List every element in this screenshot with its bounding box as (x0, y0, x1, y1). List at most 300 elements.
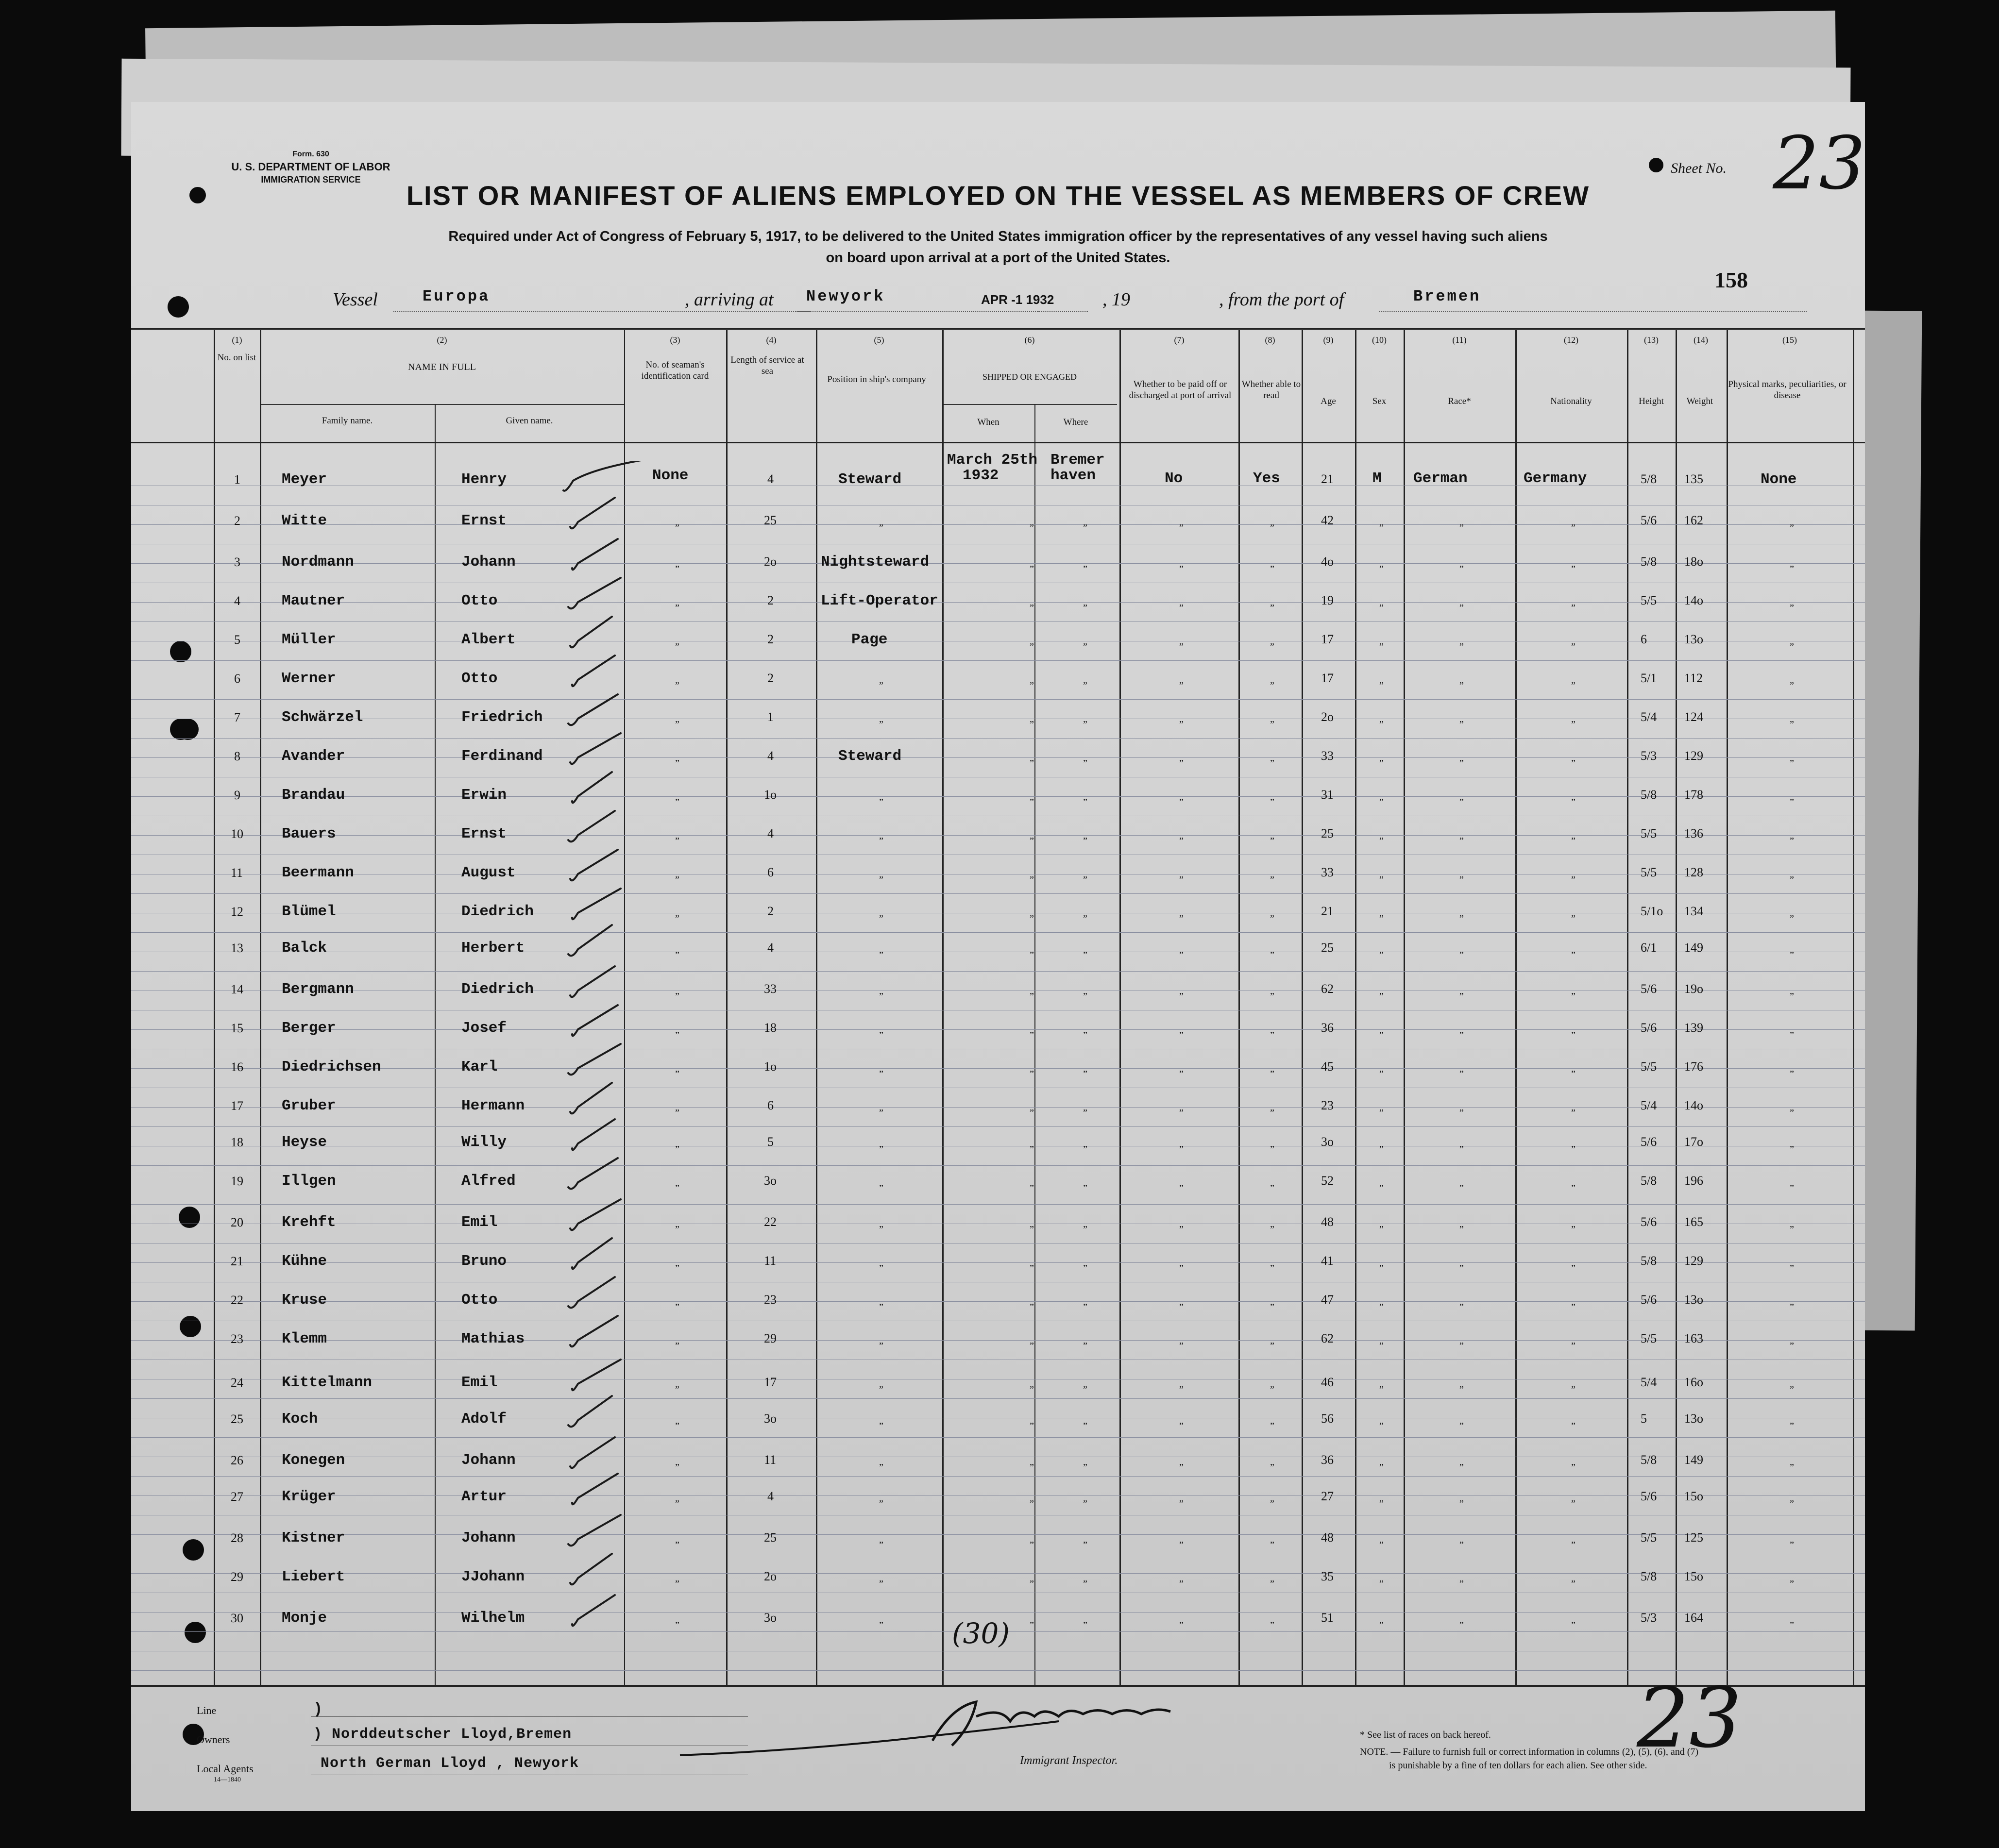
ditto-mark: „ (1083, 1219, 1087, 1229)
ditto-mark: „ (1379, 1063, 1384, 1074)
ditto-mark: „ (1030, 675, 1034, 686)
ditto-mark: „ (1790, 1139, 1794, 1149)
ditto-mark: „ (1030, 1063, 1034, 1074)
header-paid-off: Whether to be paid off or discharged at port of arrival (1129, 379, 1232, 401)
position-ditto: „ (879, 908, 883, 919)
weight: 124 (1684, 710, 1703, 724)
agents-label: Local Agents (197, 1763, 254, 1775)
ditto-mark: „ (1790, 517, 1794, 528)
ditto-mark: „ (1571, 675, 1575, 686)
weight: 125 (1684, 1530, 1703, 1545)
paid-off-value: No (1165, 470, 1183, 487)
family-name: Krehft (282, 1214, 336, 1231)
age: 19 (1321, 593, 1334, 607)
sheet-number-handwritten: 23 (1773, 121, 1865, 206)
service-name: IMMIGRATION SERVICE (261, 175, 361, 185)
ditto-mark: „ (1083, 1573, 1087, 1584)
ruled-line (131, 1029, 1865, 1030)
height: 5/5 (1641, 865, 1657, 879)
given-name: Johann (461, 1452, 516, 1469)
ditto-mark: „ (1571, 517, 1575, 528)
ditto-mark: „ (1030, 1139, 1034, 1149)
weight: 112 (1684, 671, 1703, 685)
column-divider (1515, 330, 1517, 1685)
ditto-mark: „ (1030, 869, 1034, 880)
row-number: 15 (231, 1021, 243, 1035)
ditto-mark: „ (1790, 714, 1794, 724)
ditto-mark: „ (1270, 1493, 1274, 1504)
ditto-mark: „ (675, 1177, 679, 1188)
service-length: 3o (764, 1174, 777, 1188)
ruled-line (131, 738, 1865, 739)
service-length: 18 (764, 1021, 777, 1035)
position: Steward (838, 471, 902, 488)
column-divider (1355, 330, 1356, 1685)
height: 5/5 (1641, 1530, 1657, 1545)
ruled-line (131, 1262, 1865, 1263)
age: 52 (1321, 1174, 1334, 1188)
ditto-mark: „ (1270, 869, 1274, 880)
height: 5/8 (1641, 1254, 1657, 1268)
ditto-mark: „ (1270, 1219, 1274, 1229)
given-name: Wilhelm (461, 1610, 525, 1627)
age: 31 (1321, 788, 1334, 802)
ditto-mark: „ (1030, 830, 1034, 841)
service-length: 2o (764, 554, 777, 569)
family-name: Berger (282, 1020, 336, 1037)
family-name: Diedrichsen (282, 1058, 381, 1075)
weight: 196 (1684, 1174, 1703, 1188)
weight: 129 (1684, 749, 1703, 763)
ditto-mark: „ (1083, 1457, 1087, 1467)
row-number: 27 (231, 1490, 243, 1504)
ditto-mark: „ (1030, 1102, 1034, 1113)
ditto-mark: „ (1083, 1025, 1087, 1035)
service-length: 3o (764, 1611, 777, 1625)
age: 23 (1321, 1098, 1334, 1112)
weight: 16o (1684, 1375, 1703, 1389)
header-name-in-full: NAME IN FULL (408, 362, 476, 372)
ditto-mark: „ (1379, 944, 1384, 955)
ditto-mark: „ (1179, 869, 1184, 880)
ditto-mark: „ (675, 1025, 679, 1035)
nationality-value: Germany (1524, 470, 1587, 487)
ruled-line (131, 1437, 1865, 1438)
sheet-number-label: Sheet No. (1671, 160, 1727, 176)
sheet-number-bottom: 23 (1637, 1670, 1742, 1766)
weight: 136 (1684, 826, 1703, 840)
ditto-mark: „ (1790, 1415, 1794, 1426)
ditto-mark: „ (1270, 1025, 1274, 1035)
ditto-mark: „ (1083, 1534, 1087, 1545)
height: 6 (1641, 632, 1647, 646)
ditto-mark: „ (1083, 1493, 1087, 1504)
ditto-mark: „ (1571, 1296, 1575, 1307)
age: 42 (1321, 513, 1334, 527)
ditto-mark: „ (1459, 1025, 1464, 1035)
column-number: (10) (1372, 335, 1387, 345)
service-length: 4 (767, 1489, 774, 1503)
family-name: Kruse (282, 1292, 327, 1309)
column-number: (7) (1174, 335, 1185, 345)
ruled-line (131, 602, 1865, 603)
position-ditto: „ (879, 1063, 883, 1074)
family-name: Müller (282, 631, 336, 648)
position-ditto: „ (879, 1102, 883, 1113)
ditto-mark: „ (1270, 986, 1274, 996)
column-number: (13) (1644, 335, 1659, 345)
ditto-mark: „ (1379, 1573, 1384, 1584)
height: 5/8 (1641, 1174, 1657, 1188)
ditto-mark: „ (1270, 1139, 1274, 1149)
ruled-line (131, 1107, 1865, 1108)
given-name: August (461, 864, 516, 881)
ditto-mark: „ (675, 1614, 679, 1625)
given-name: Otto (461, 1292, 498, 1309)
family-name: Kühne (282, 1253, 327, 1270)
ditto-mark: „ (1379, 830, 1384, 841)
ditto-mark: „ (1571, 1063, 1575, 1074)
ditto-mark: „ (675, 791, 679, 802)
ditto-mark: „ (1179, 1139, 1184, 1149)
position: Lift-Operator (821, 592, 938, 609)
ditto-mark: „ (1790, 1457, 1794, 1467)
column-divider (1119, 330, 1121, 1685)
arriving-label: , arriving at (685, 289, 774, 310)
ditto-mark: „ (1030, 597, 1034, 608)
column-divider (942, 330, 944, 1685)
weight: 164 (1684, 1611, 1703, 1625)
ditto-mark: „ (1790, 1025, 1794, 1035)
service-length: 17 (764, 1375, 777, 1389)
ruled-line (131, 1165, 1865, 1166)
ruled-line (131, 563, 1865, 564)
position-ditto: „ (879, 1379, 883, 1390)
service-length: 4 (767, 941, 774, 955)
ditto-mark: „ (675, 1493, 679, 1504)
height: 5/1o (1641, 904, 1663, 918)
row-number: 2 (234, 514, 240, 528)
ditto-mark: „ (1030, 1379, 1034, 1390)
column-divider (1853, 330, 1854, 1685)
ruled-line (131, 660, 1865, 661)
age: 21 (1321, 904, 1334, 918)
given-name: Herbert (461, 940, 525, 957)
ruled-line (131, 1534, 1865, 1535)
ditto-mark: „ (1379, 1493, 1384, 1504)
header-nationality: Nationality (1550, 396, 1592, 406)
weight: 15o (1684, 1569, 1703, 1583)
ditto-mark: „ (1379, 1379, 1384, 1390)
given-name: Ernst (461, 512, 507, 529)
height: 5/1 (1641, 671, 1657, 685)
header-when: When (977, 417, 1000, 427)
ditto-mark: „ (1379, 753, 1384, 763)
family-name: Konegen (282, 1452, 345, 1469)
given-name: Ernst (461, 825, 507, 842)
height: 5/6 (1641, 982, 1657, 996)
ditto-mark: „ (1270, 675, 1274, 686)
arrival-date-stamp: APR -1 1932 (981, 292, 1054, 307)
position-ditto: „ (879, 1025, 883, 1035)
ditto-mark: „ (1571, 1493, 1575, 1504)
ruled-line (131, 1068, 1865, 1069)
ditto-mark: „ (1571, 1258, 1575, 1268)
given-name: Artur (461, 1488, 507, 1505)
weight: 176 (1684, 1059, 1703, 1074)
age: 56 (1321, 1411, 1334, 1426)
column-number: (12) (1564, 335, 1578, 345)
column-divider (816, 330, 817, 1685)
ditto-mark: „ (1790, 1614, 1794, 1625)
ditto-mark: „ (1571, 986, 1575, 996)
age: 62 (1321, 1331, 1334, 1345)
ditto-mark: „ (675, 986, 679, 996)
ditto-mark: „ (1459, 714, 1464, 724)
row-number: 25 (231, 1412, 243, 1426)
column-divider (1727, 330, 1728, 1685)
ditto-mark: „ (1790, 1379, 1794, 1390)
height: 5/5 (1641, 593, 1657, 607)
ditto-mark: „ (1379, 1415, 1384, 1426)
height: 5/4 (1641, 1375, 1657, 1389)
height: 5/4 (1641, 1098, 1657, 1112)
ditto-mark: „ (1459, 830, 1464, 841)
given-name: Diedrich (461, 903, 534, 920)
punch-hole (1649, 158, 1663, 172)
race-value: German (1413, 470, 1468, 487)
punch-hole (177, 719, 199, 740)
row-number: 14 (231, 982, 243, 996)
service-length: 22 (764, 1215, 777, 1229)
row-number: 29 (231, 1570, 243, 1584)
ditto-mark: „ (1459, 944, 1464, 955)
given-name: Emil (461, 1214, 498, 1231)
ruled-line (131, 757, 1865, 758)
family-name: Bergmann (282, 981, 354, 998)
column-number: (2) (437, 335, 447, 345)
family-name: Brandau (282, 787, 345, 804)
penalty-note-2: is punishable by a fine of ten dollars for each alien. See other side. (1389, 1760, 1647, 1771)
weight: 13o (1684, 1293, 1703, 1307)
family-name: Balck (282, 940, 327, 957)
row-number: 23 (231, 1332, 243, 1346)
ditto-mark: „ (1571, 1177, 1575, 1188)
ditto-mark: „ (1459, 1614, 1464, 1625)
given-name: Josef (461, 1020, 507, 1037)
column-divider (1627, 330, 1628, 1685)
position: Nightsteward (821, 554, 930, 571)
ditto-mark: „ (1571, 1573, 1575, 1584)
service-length: 11 (764, 1254, 777, 1268)
ditto-mark: „ (1571, 1534, 1575, 1545)
row-number: 4 (234, 594, 240, 608)
weight: 18o (1684, 554, 1703, 569)
given-name: Diedrich (461, 981, 534, 998)
ditto-mark: „ (1379, 1296, 1384, 1307)
ditto-mark: „ (1179, 1219, 1184, 1229)
ditto-mark: „ (1270, 830, 1274, 841)
ditto-mark: „ (675, 636, 679, 647)
ditto-mark: „ (1179, 517, 1184, 528)
ditto-mark: „ (675, 1379, 679, 1390)
service-length: 29 (764, 1331, 777, 1345)
ditto-mark: „ (1179, 986, 1184, 996)
service-length: 2o (764, 1569, 777, 1583)
ditto-mark: „ (1459, 558, 1464, 569)
owners-value: ) Norddeutscher Lloyd,Bremen (313, 1726, 572, 1743)
ditto-mark: „ (1459, 986, 1464, 996)
ditto-mark: „ (1379, 1614, 1384, 1625)
ditto-mark: „ (675, 675, 679, 686)
ditto-mark: „ (1270, 1177, 1274, 1188)
row-number: 13 (231, 941, 243, 955)
row-number: 6 (234, 672, 240, 686)
given-name: Alfred (461, 1173, 516, 1190)
weight: 14o (1684, 1098, 1703, 1112)
weight: 19o (1684, 982, 1703, 996)
ditto-mark: „ (1030, 1534, 1034, 1545)
ditto-mark: „ (1379, 714, 1384, 724)
arrival-port: Newyork (806, 287, 885, 305)
ditto-mark: „ (1571, 908, 1575, 919)
weight: 163 (1684, 1331, 1703, 1345)
ditto-mark: „ (1790, 944, 1794, 955)
service-length: 6 (767, 1098, 774, 1112)
ditto-mark: „ (1790, 1219, 1794, 1229)
ditto-mark: „ (1379, 1457, 1384, 1467)
form-number: Form. 630 (292, 150, 329, 158)
height: 5/8 (1641, 472, 1657, 486)
row-number: 22 (231, 1293, 243, 1307)
height: 5/5 (1641, 1059, 1657, 1074)
ruled-line (131, 1670, 1865, 1671)
ditto-mark: „ (675, 1063, 679, 1074)
weight: 139 (1684, 1021, 1703, 1035)
ditto-mark: „ (1571, 791, 1575, 802)
ditto-mark: „ (1571, 1379, 1575, 1390)
service-length: 1 (767, 710, 774, 724)
ditto-mark: „ (1270, 1102, 1274, 1113)
row-number: 28 (231, 1531, 243, 1545)
ruled-line (131, 893, 1865, 894)
inspector-signature (661, 1687, 1268, 1765)
family-name: Avander (282, 748, 345, 765)
height: 5 (1641, 1411, 1647, 1426)
departure-port: Bremen (1413, 287, 1481, 305)
ditto-mark: „ (675, 869, 679, 880)
ditto-mark: „ (1790, 597, 1794, 608)
row-number: 5 (234, 633, 240, 647)
service-length: 11 (764, 1453, 777, 1467)
ditto-mark: „ (1083, 1335, 1087, 1346)
ruled-line (131, 971, 1865, 972)
row-number: 16 (231, 1060, 243, 1074)
ditto-mark: „ (1270, 558, 1274, 569)
header-sex: Sex (1372, 396, 1387, 406)
ditto-mark: „ (1571, 636, 1575, 647)
sex-value: M (1372, 470, 1382, 487)
ditto-mark: „ (675, 830, 679, 841)
column-number: (14) (1694, 335, 1708, 345)
ditto-mark: „ (1270, 1534, 1274, 1545)
vessel-name: Europa (423, 287, 491, 305)
ditto-mark: „ (1030, 1219, 1034, 1229)
ditto-mark: „ (1790, 1296, 1794, 1307)
ditto-mark: „ (1571, 1335, 1575, 1346)
header-height: Height (1639, 396, 1664, 406)
position-ditto: „ (879, 1296, 883, 1307)
ditto-mark: „ (1030, 558, 1034, 569)
ditto-mark: „ (1179, 1063, 1184, 1074)
check-marks (559, 461, 685, 1753)
height: 5/3 (1641, 1611, 1657, 1625)
family-name: Krüger (282, 1488, 336, 1505)
given-name: Erwin (461, 787, 507, 804)
ditto-mark: „ (1790, 986, 1794, 996)
given-name: Henry (461, 471, 507, 488)
ditto-mark: „ (1571, 869, 1575, 880)
ditto-mark: „ (1179, 830, 1184, 841)
row-number: 11 (231, 866, 243, 880)
ditto-mark: „ (1571, 1219, 1575, 1229)
family-name: Heyse (282, 1134, 327, 1151)
ditto-mark: „ (1379, 986, 1384, 996)
weight: 134 (1684, 904, 1703, 918)
ditto-mark: „ (1270, 714, 1274, 724)
ditto-mark: „ (1270, 636, 1274, 647)
header-race: Race* (1448, 396, 1471, 406)
ditto-mark: „ (675, 1296, 679, 1307)
ruled-line (131, 1126, 1865, 1127)
age: 35 (1321, 1569, 1334, 1583)
service-length: 4 (767, 749, 774, 763)
ditto-mark: „ (1083, 714, 1087, 724)
ditto-mark: „ (1030, 908, 1034, 919)
owners-label: Owners (197, 1733, 230, 1746)
position-ditto: „ (879, 1534, 883, 1545)
given-name: Friedrich (461, 709, 543, 726)
height: 5/8 (1641, 1453, 1657, 1467)
given-name: Emil (461, 1374, 498, 1391)
position-ditto: „ (879, 1614, 883, 1625)
service-length: 2 (767, 671, 774, 685)
ditto-mark: „ (1083, 944, 1087, 955)
ditto-mark: „ (675, 944, 679, 955)
ditto-mark: „ (1030, 1335, 1034, 1346)
ditto-mark: „ (1459, 753, 1464, 763)
ditto-mark: „ (1030, 1025, 1034, 1035)
row-number: 18 (231, 1135, 243, 1149)
ditto-mark: „ (1179, 1379, 1184, 1390)
position-ditto: „ (879, 1219, 883, 1229)
ditto-mark: „ (1270, 1614, 1274, 1625)
position-ditto: „ (879, 1139, 883, 1149)
family-name: Klemm (282, 1330, 327, 1347)
family-name: Blümel (282, 903, 336, 920)
ditto-mark: „ (1083, 986, 1087, 996)
ditto-mark: „ (1379, 1258, 1384, 1268)
ditto-mark: „ (675, 597, 679, 608)
ditto-mark: „ (675, 714, 679, 724)
age: 41 (1321, 1254, 1334, 1268)
ditto-mark: „ (1179, 1296, 1184, 1307)
row-number: 7 (234, 710, 240, 724)
ditto-mark: „ (1179, 636, 1184, 647)
header-physical-marks: Physical marks, peculiarities, or disease (1728, 379, 1847, 401)
row-number: 30 (231, 1611, 243, 1625)
ditto-mark: „ (675, 1534, 679, 1545)
